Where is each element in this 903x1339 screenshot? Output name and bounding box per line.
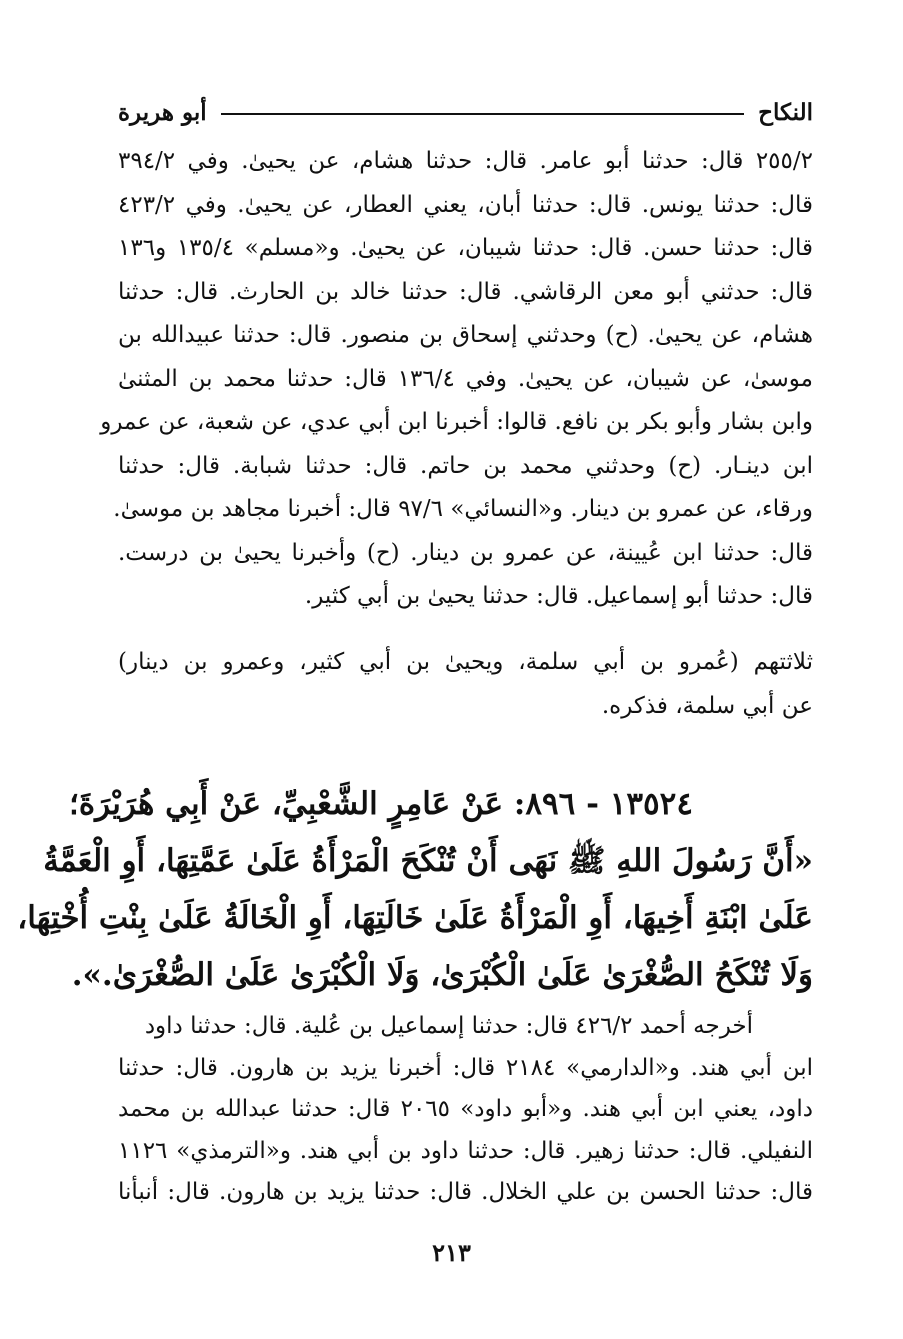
hadith-heading: ١٣٥٢٤ - ٨٩٦: عَنْ عَامِرٍ الشَّعْبِيِّ، عَنْ أَبِي هُرَيْرَةَ؛ — [69, 786, 693, 822]
text-line: ورقاء، عن عمرو بن دينار. و«النسائي» ٩٧/٦ قال: أخبرنا مجاهد بن موسىٰ. — [113, 496, 813, 522]
text-line: قال: حدثنا أبو إسماعيل. قال: حدثنا يحيىٰ بن أبي كثير. — [304, 583, 813, 609]
text-line: ابن أبي هند. و«الدارمي» ٢١٨٤ قال: أخبرنا يزيد بن هارون. قال: حدثنا — [118, 1054, 814, 1081]
narrator-title: أبو هريرة — [118, 98, 207, 126]
isnad-chain-paragraph — [100, 140, 813, 619]
text-line: قال: حدثني أبو معن الرقاشي. قال: حدثنا خالد بن الحارث. قال: حدثنا — [118, 278, 813, 305]
text-line: قال: حدثنا ابن عُيينة، عن عمرو بن دينار. (ح) وأخبرنا يحيىٰ بن درست. — [118, 539, 813, 566]
text-line: أخرجه أحمد ٤٢٦/٢ قال: حدثنا إسماعيل بن عُلية. قال: حدثنا داود — [144, 1013, 753, 1039]
text-line: قال: حدثنا يونس. قال: حدثنا أبان، يعني العطار، عن يحيىٰ. وفي ٤٢٣/٢ — [118, 191, 813, 218]
takhrij-paragraph — [118, 1006, 813, 1214]
hadith-line: عَلَىٰ ابْنَةِ أَخِيهَا، أَوِ الْمَرْأَةُ عَلَىٰ خَالَتِهَا، أَوِ الْخَالَةُ عَلَىٰ بِنْتِ أُخْتِهَا، — [17, 900, 813, 936]
running-header — [118, 92, 813, 132]
text-line: موسىٰ، عن شيبان، عن يحيىٰ. وفي ١٣٦/٤ قال: حدثنا محمد بن المثنىٰ — [118, 365, 813, 392]
text-line: هشام، عن يحيىٰ. (ح) وحدثني إسحاق بن منصور. قال: حدثنا عبيدالله بن — [118, 322, 813, 348]
summary-paragraph — [118, 640, 813, 728]
text-line: قال: حدثنا الحسن بن علي الخلال. قال: حدثنا يزيد بن هارون. قال: أنبأنا — [118, 1179, 813, 1205]
hadith-line: «أَنَّ رَسُولَ اللهِ ﷺ نَهَى أَنْ تُنْكَحَ الْمَرْأَةُ عَلَىٰ عَمَّتِهَا، أَوِ الْعَمَّةُ — [43, 843, 813, 879]
text-line: عن أبي سلمة، فذكره. — [601, 693, 813, 719]
text-line: ٢٥٥/٢ قال: حدثنا أبو عامر. قال: حدثنا هشام، عن يحيىٰ. وفي ٣٩٤/٢ — [118, 148, 813, 174]
header-rule — [221, 113, 744, 115]
text-line: وابن بشار وأبو بكر بن نافع. قالوا: أخبرنا ابن أبي عدي، عن شعبة، عن عمرو — [100, 409, 813, 435]
text-line: ثلاثتهم (عُمرو بن أبي سلمة، ويحيىٰ بن أبي كثير، وعمرو بن دينار) — [118, 649, 813, 675]
chapter-title: النكاح — [758, 98, 813, 126]
text-line: ابن دينـار. (ح) وحدثني محمد بن حاتم. قال: حدثنا شبابة. قال: حدثنا — [118, 452, 813, 479]
text-line: داود، يعني ابن أبي هند. و«أبو داود» ٢٠٦٥ قال: حدثنا عبدالله بن محمد — [118, 1096, 813, 1122]
page-number: ٢١٣ — [432, 1238, 471, 1267]
hadith-text — [17, 776, 813, 1004]
hadith-line: وَلَا تُنْكَحُ الصُّغْرَىٰ عَلَىٰ الْكُبْرَىٰ، وَلَا الْكُبْرَىٰ عَلَىٰ الصُّغْرَىٰ.». — [71, 957, 813, 993]
text-line: قال: حدثنا حسن. قال: حدثنا شيبان، عن يحيىٰ. و«مسلم» ١٣٥/٤ و١٣٦ — [118, 235, 813, 261]
text-line: النفيلي. قال: حدثنا زهير. قال: حدثنا داود بن أبي هند. و«الترمذي» ١١٢٦ — [118, 1137, 813, 1164]
